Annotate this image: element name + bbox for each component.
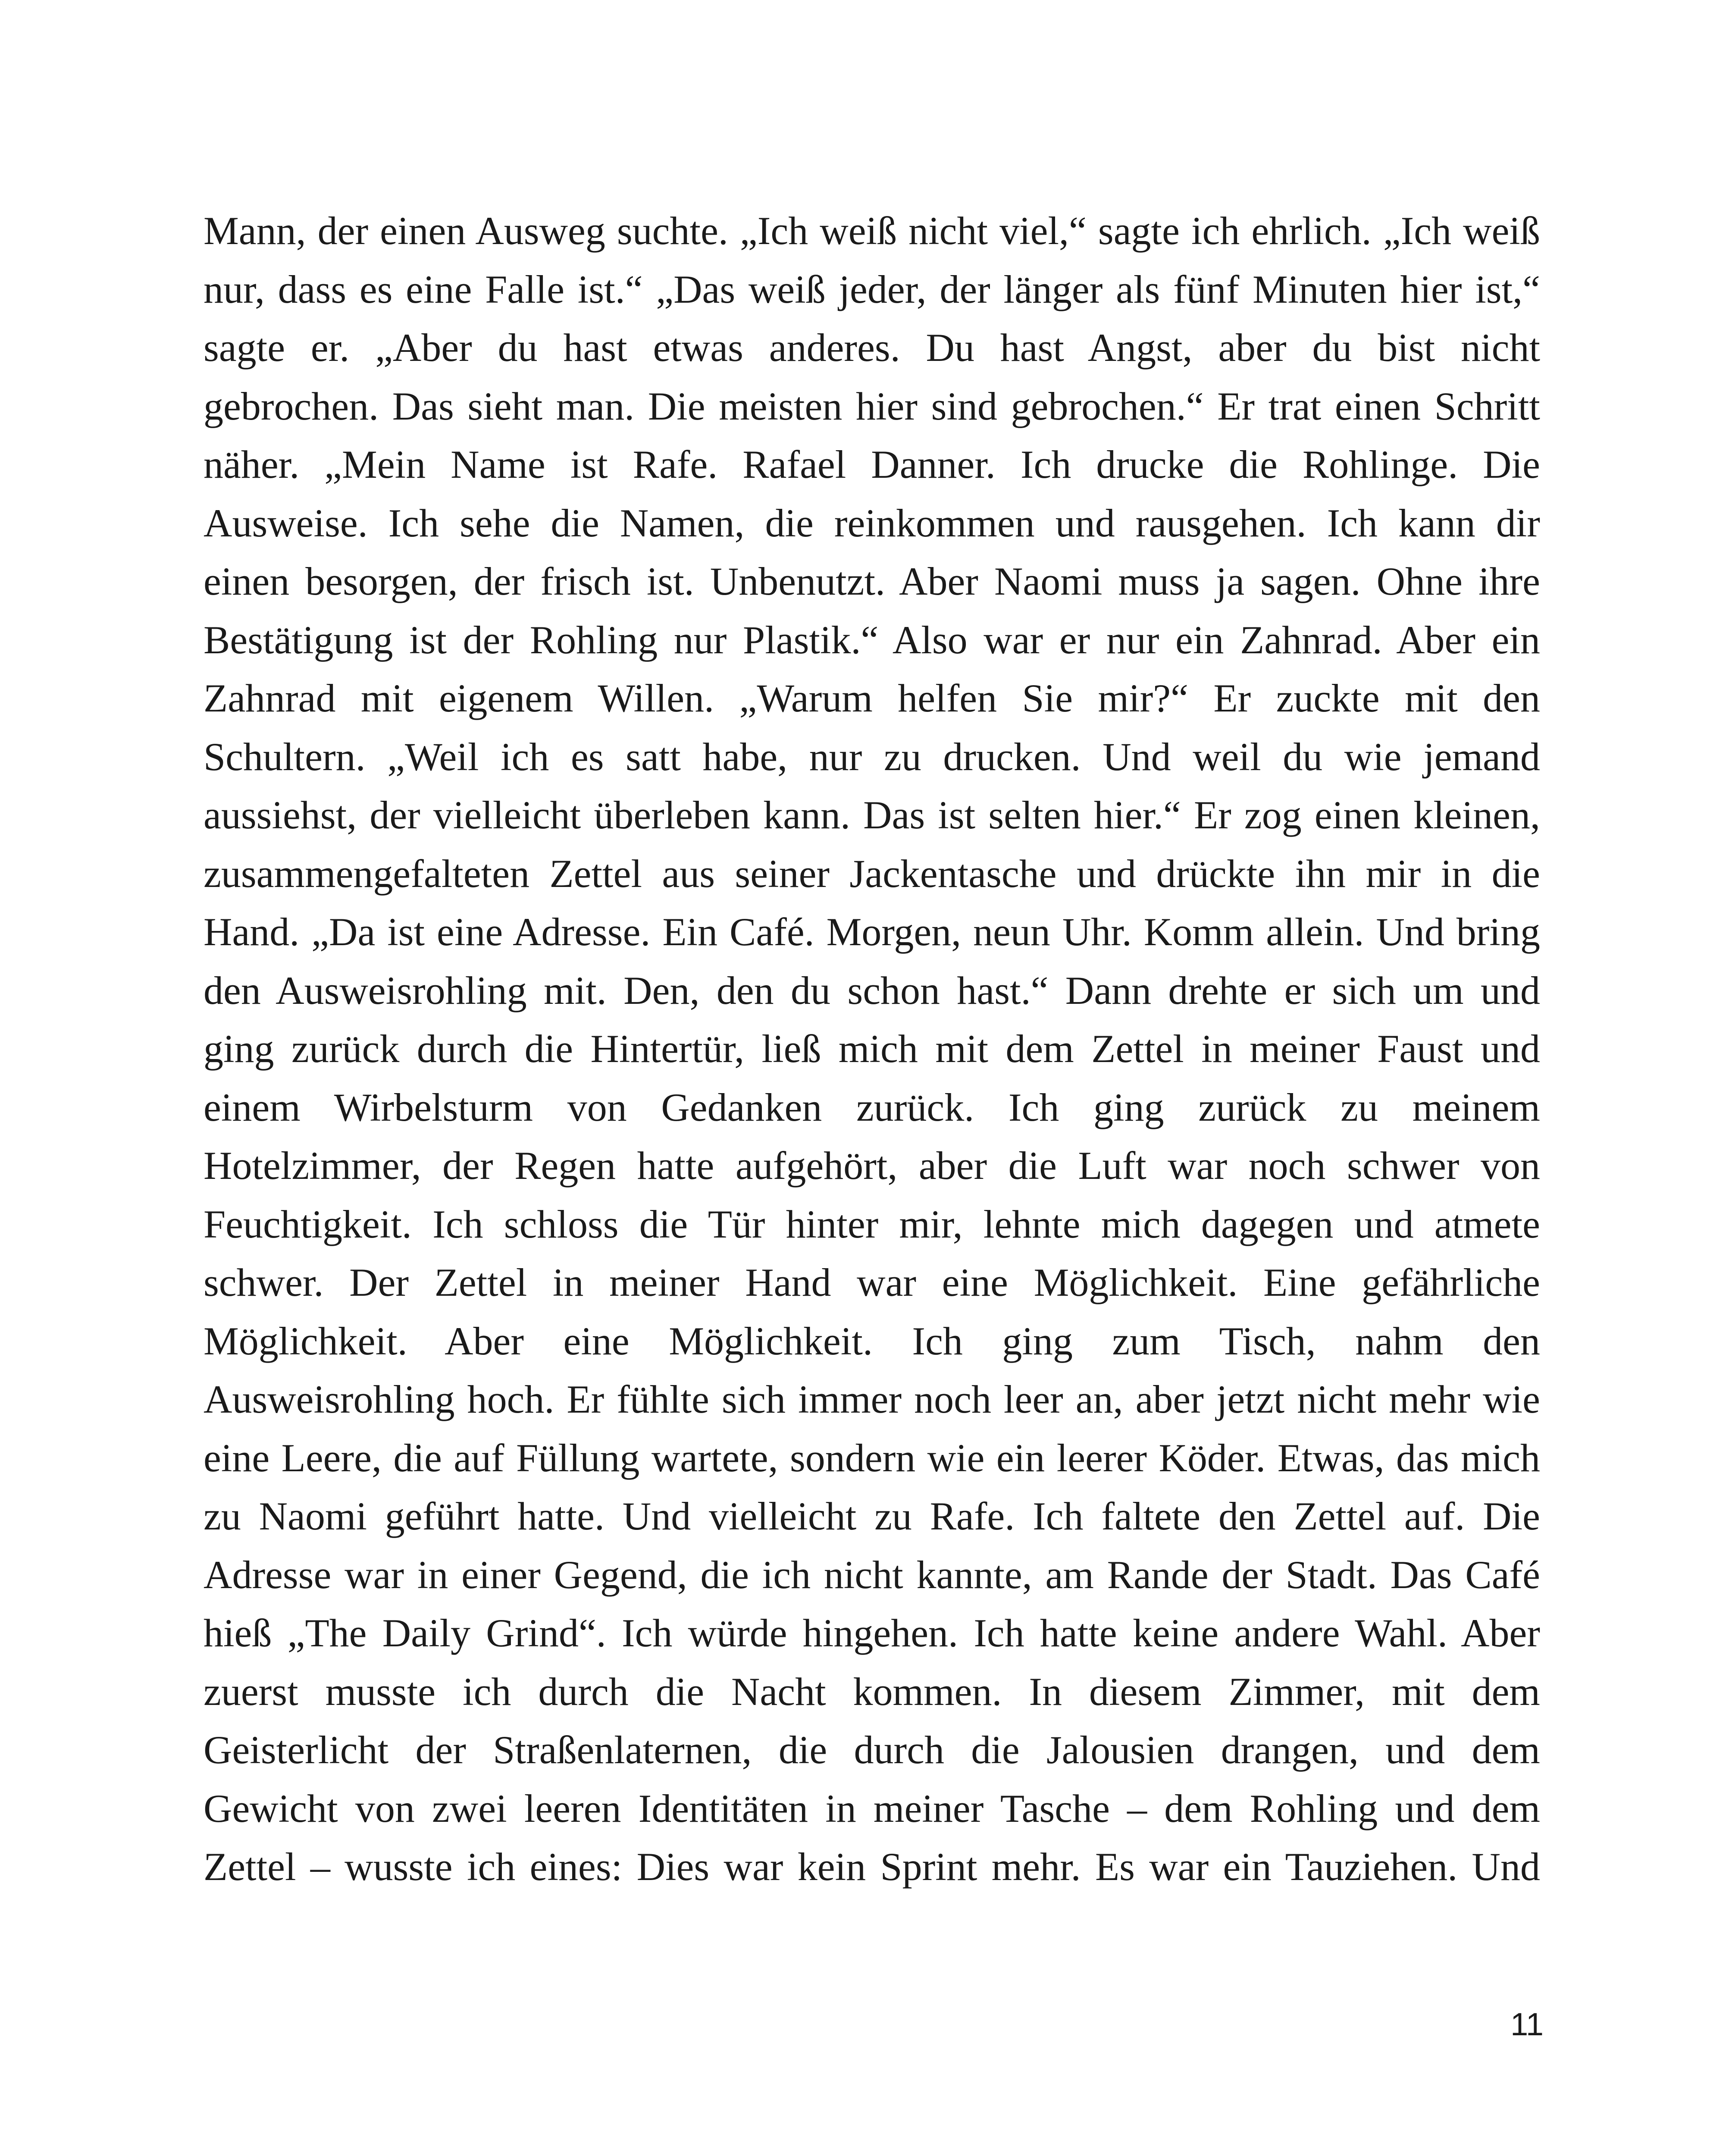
body-text	[204, 202, 1540, 1896]
text-line: Hand. „Da ist eine Adresse. Ein Café. Morgen, neun Uhr. Komm allein. Und bring	[204, 910, 1540, 954]
text-line: Ausweisrohling hoch. Er fühlte sich immer noch leer an, aber jetzt nicht mehr wie	[204, 1377, 1540, 1421]
text-line: ging zurück durch die Hintertür, ließ mich mit dem Zettel in meiner Faust und	[204, 1027, 1540, 1071]
text-line: zu Naomi geführt hatte. Und vielleicht zu Rafe. Ich faltete den Zettel auf. Die	[204, 1494, 1540, 1538]
text-line: den Ausweisrohling mit. Den, den du schon hast.“ Dann drehte er sich um und	[204, 968, 1540, 1012]
text-line: Gewicht von zwei leeren Identitäten in meiner Tasche – dem Rohling und dem	[204, 1786, 1540, 1830]
text-line: Ausweise. Ich sehe die Namen, die reinkommen und rausgehen. Ich kann dir	[204, 501, 1540, 545]
text-line: sagte er. „Aber du hast etwas anderes. Du hast Angst, aber du bist nicht	[204, 326, 1540, 370]
text-line: Bestätigung ist der Rohling nur Plastik.“ Also war er nur ein Zahnrad. Aber ein	[204, 617, 1540, 662]
text-line: zuerst musste ich durch die Nacht kommen. In diesem Zimmer, mit dem	[204, 1669, 1540, 1714]
text-line: Zahnrad mit eigenem Willen. „Warum helfen Sie mir?“ Er zuckte mit den	[204, 676, 1540, 720]
text-line: Adresse war in einer Gegend, die ich nicht kannte, am Rande der Stadt. Das Café	[204, 1552, 1540, 1597]
text-line: schwer. Der Zettel in meiner Hand war eine Möglichkeit. Eine gefährliche	[204, 1260, 1540, 1304]
text-line: zusammengefalteten Zettel aus seiner Jackentasche und drückte ihn mir in die	[204, 851, 1540, 896]
text-line: einem Wirbelsturm von Gedanken zurück. Ich ging zurück zu meinem	[204, 1085, 1540, 1129]
text-line: Feuchtigkeit. Ich schloss die Tür hinter mir, lehnte mich dagegen und atmete	[204, 1202, 1540, 1246]
text-line: Zettel – wusste ich eines: Dies war kein Sprint mehr. Es war ein Tauziehen. Und	[204, 1845, 1540, 1889]
text-line: Möglichkeit. Aber eine Möglichkeit. Ich ging zum Tisch, nahm den	[204, 1319, 1540, 1363]
text-line: nur, dass es eine Falle ist.“ „Das weiß jeder, der länger als fünf Minuten hier ist,“	[204, 267, 1540, 311]
text-line: Hotelzimmer, der Regen hatte aufgehört, aber die Luft war noch schwer von	[204, 1144, 1540, 1188]
text-line: gebrochen. Das sieht man. Die meisten hier sind gebrochen.“ Er trat einen Schritt	[204, 384, 1540, 428]
text-line: aussiehst, der vielleicht überleben kann. Das ist selten hier.“ Er zog einen kleinen,	[204, 793, 1540, 837]
text-line: Schultern. „Weil ich es satt habe, nur zu drucken. Und weil du wie jemand	[204, 734, 1540, 779]
text-line: Geisterlicht der Straßenlaternen, die durch die Jalousien drangen, und dem	[204, 1728, 1540, 1772]
text-line: hieß „The Daily Grind“. Ich würde hingehen. Ich hatte keine andere Wahl. Aber	[204, 1611, 1540, 1655]
text-line: näher. „Mein Name ist Rafe. Rafael Danner. Ich drucke die Rohlinge. Die	[204, 442, 1540, 486]
page-number: 11	[1510, 2006, 1544, 2042]
text-line: einen besorgen, der frisch ist. Unbenutzt. Aber Naomi muss ja sagen. Ohne ihre	[204, 559, 1540, 603]
text-line: Mann, der einen Ausweg suchte. „Ich weiß nicht viel,“ sagte ich ehrlich. „Ich weiß	[204, 209, 1540, 253]
text-line: eine Leere, die auf Füllung wartete, sondern wie ein leerer Köder. Etwas, das mich	[204, 1435, 1540, 1480]
